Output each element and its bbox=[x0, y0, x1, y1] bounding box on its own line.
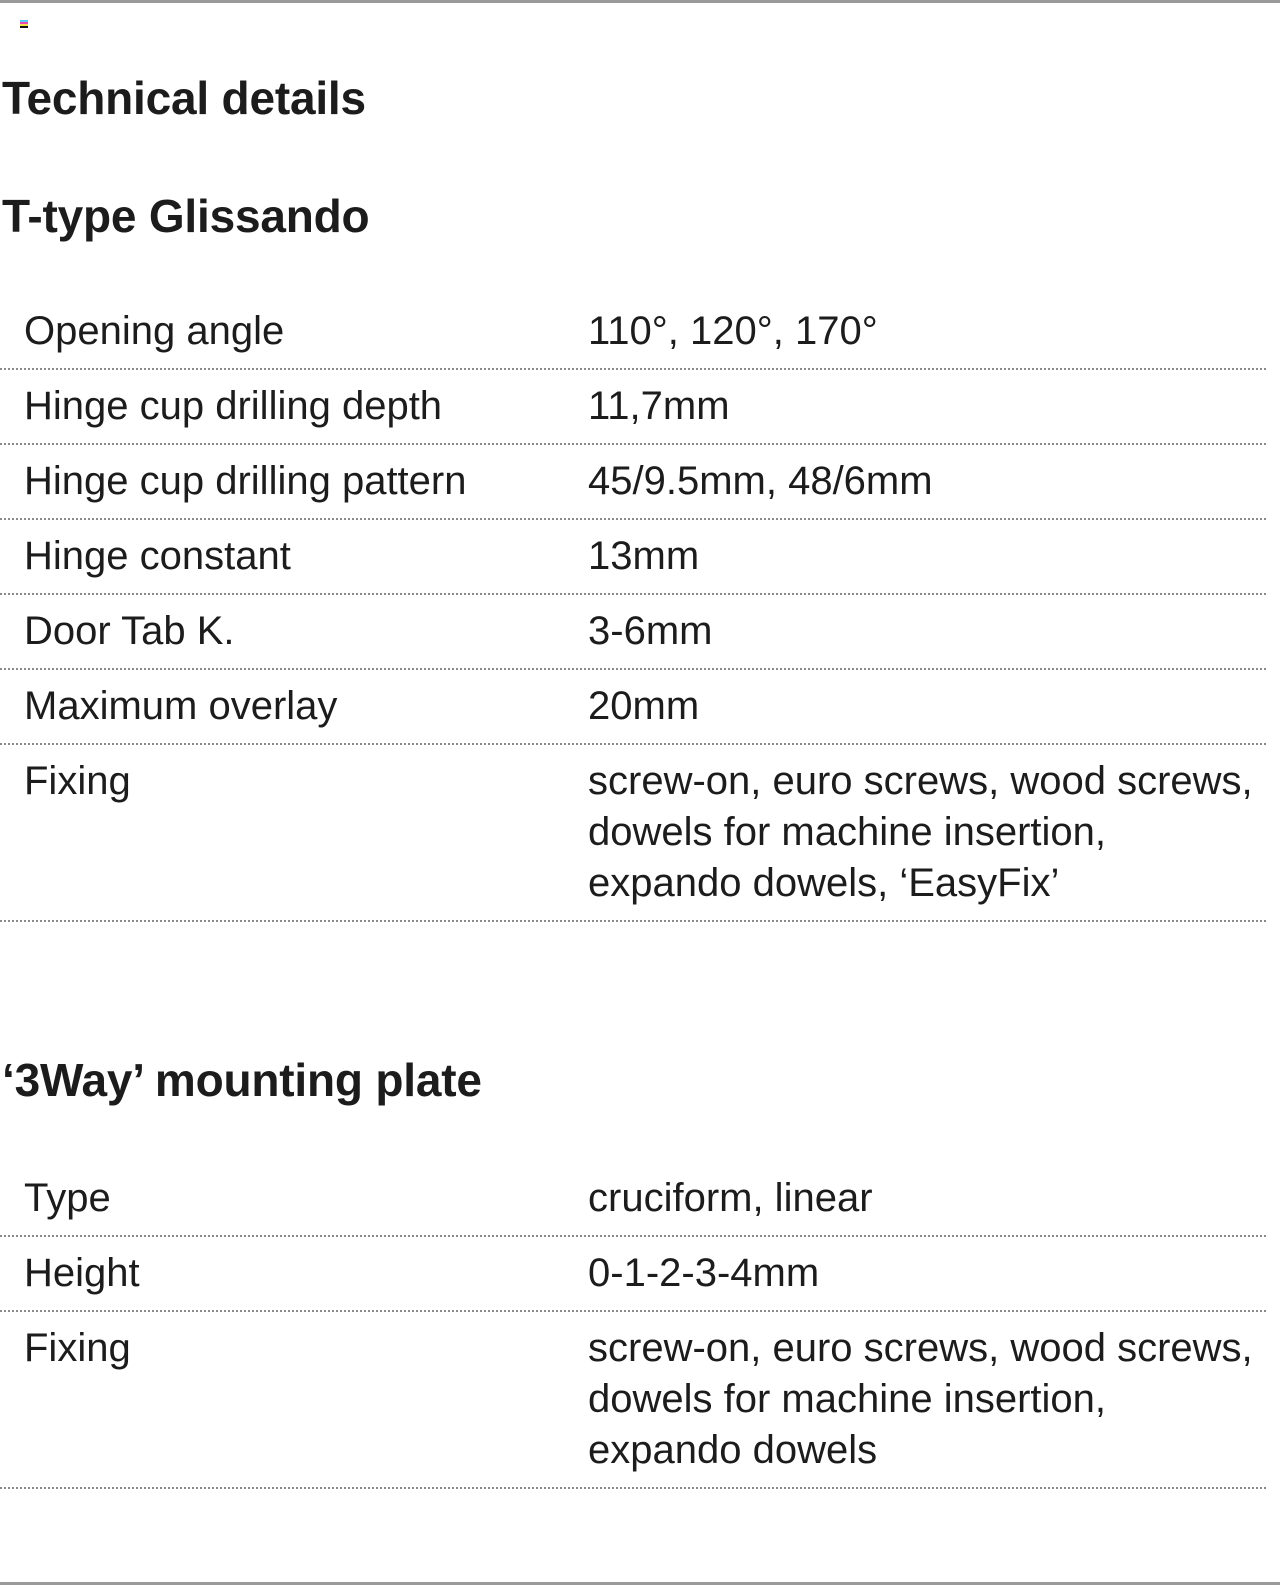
spec-value: 20mm bbox=[588, 684, 700, 728]
spec-label: Door Tab K. bbox=[24, 609, 235, 653]
spec-label: Fixing bbox=[24, 1326, 131, 1370]
spec-value: cruciform, linear bbox=[588, 1176, 873, 1220]
table-row bbox=[0, 295, 1266, 370]
table-row bbox=[0, 370, 1266, 445]
section-title-mounting-plate: ‘3Way’ mounting plate bbox=[2, 1054, 482, 1106]
spec-label: Hinge cup drilling depth bbox=[24, 384, 443, 428]
color-bar-icon bbox=[20, 20, 28, 28]
bottom-rule bbox=[0, 1582, 1280, 1585]
spec-table-glissando bbox=[0, 295, 1266, 922]
spec-value: 11,7mm bbox=[588, 384, 730, 428]
table-row bbox=[0, 1312, 1266, 1489]
spec-label: Height bbox=[24, 1251, 140, 1295]
table-row bbox=[0, 520, 1266, 595]
spec-label: Fixing bbox=[24, 759, 131, 803]
table-row bbox=[0, 1237, 1266, 1312]
spec-table-mounting-plate bbox=[0, 1162, 1266, 1489]
spec-label: Type bbox=[24, 1176, 111, 1220]
spec-value: 45/9.5mm, 48/6mm bbox=[588, 459, 933, 503]
spec-label: Hinge cup drilling pattern bbox=[24, 459, 467, 503]
black-swatch bbox=[20, 26, 28, 28]
spec-value: 0-1-2-3-4mm bbox=[588, 1251, 820, 1295]
spec-value: screw-on, euro screws, wood screws, dowels for machine insertion, expando dowels bbox=[588, 1326, 1253, 1472]
spec-value: 3-6mm bbox=[588, 609, 713, 653]
spec-value: screw-on, euro screws, wood screws, dowels for machine insertion, expando dowels, ‘EasyFix’ bbox=[588, 759, 1253, 905]
top-rule bbox=[0, 0, 1280, 3]
section-title-glissando: T-type Glissando bbox=[2, 190, 370, 242]
table-row bbox=[0, 745, 1266, 922]
table-row bbox=[0, 1162, 1266, 1237]
table-row bbox=[0, 445, 1266, 520]
spec-label: Maximum overlay bbox=[24, 684, 338, 728]
spec-value: 13mm bbox=[588, 534, 700, 578]
spec-label: Hinge constant bbox=[24, 534, 291, 578]
table-row bbox=[0, 670, 1266, 745]
spec-value: 110°, 120°, 170° bbox=[588, 309, 878, 353]
page-title: Technical details bbox=[2, 72, 366, 124]
spec-label: Opening angle bbox=[24, 309, 285, 353]
table-row bbox=[0, 595, 1266, 670]
